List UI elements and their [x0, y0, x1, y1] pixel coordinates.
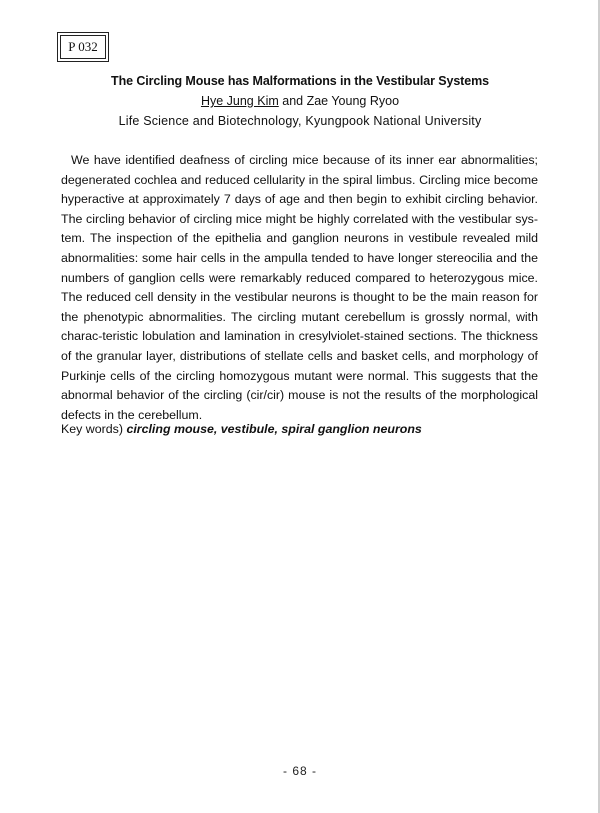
keywords-line	[61, 422, 541, 436]
page-number: - 68 -	[282, 764, 317, 778]
co-author: Zae Young Ryoo	[306, 94, 400, 108]
keywords-label: Key words)	[61, 422, 123, 436]
presenting-author: Hye Jung Kim	[200, 94, 279, 108]
author-line	[0, 94, 600, 108]
affiliation: Life Science and Biotechnology, Kyungpook National University	[118, 114, 482, 128]
keywords-terms: circling mouse, vestibule, spiral ganglion neurons	[126, 422, 422, 436]
abstract-body: We have identified deafness of circling mice because of its inner ear abnormalities; degenerated cochlea and reduced cellularity in the spiral limbus. Circling mice become hyperactive at approximately 7 days of age and then begin to exhibit circling behavior. The circling behavior of circling mice might be highly correlated with the vestibular sys-tem. The inspection of the epithelia and ganglion neurons in vestibule revealed mild abnormalities: some hair cells in the ampulla tended to have longer stereocilia and the numbers of ganglion cells were remarkably reduced compared to heterozygous mice. The reduced cell density in the vestibular neurons is thought to be the main reason for the phenotypic abnormalities. The circling mutant cerebellum is grossly normal, with charac-teristic lobulation and lamination in cresylviolet-stained sections. The thickness of the granular layer, distributions of stellate cells and basket cells, and morphology of Purkinje cells of the circling homozygous mutant were normal. This suggests that the abnormal behavior of the circling (cir/cir) mouse is not the results of the morphological defects in the cerebellum.	[61, 153, 538, 422]
author-connector: and	[278, 94, 307, 108]
poster-id-box: P 032	[60, 35, 106, 59]
paper-title: The Circling Mouse has Malformations in the Vestibular Systems	[111, 74, 489, 88]
